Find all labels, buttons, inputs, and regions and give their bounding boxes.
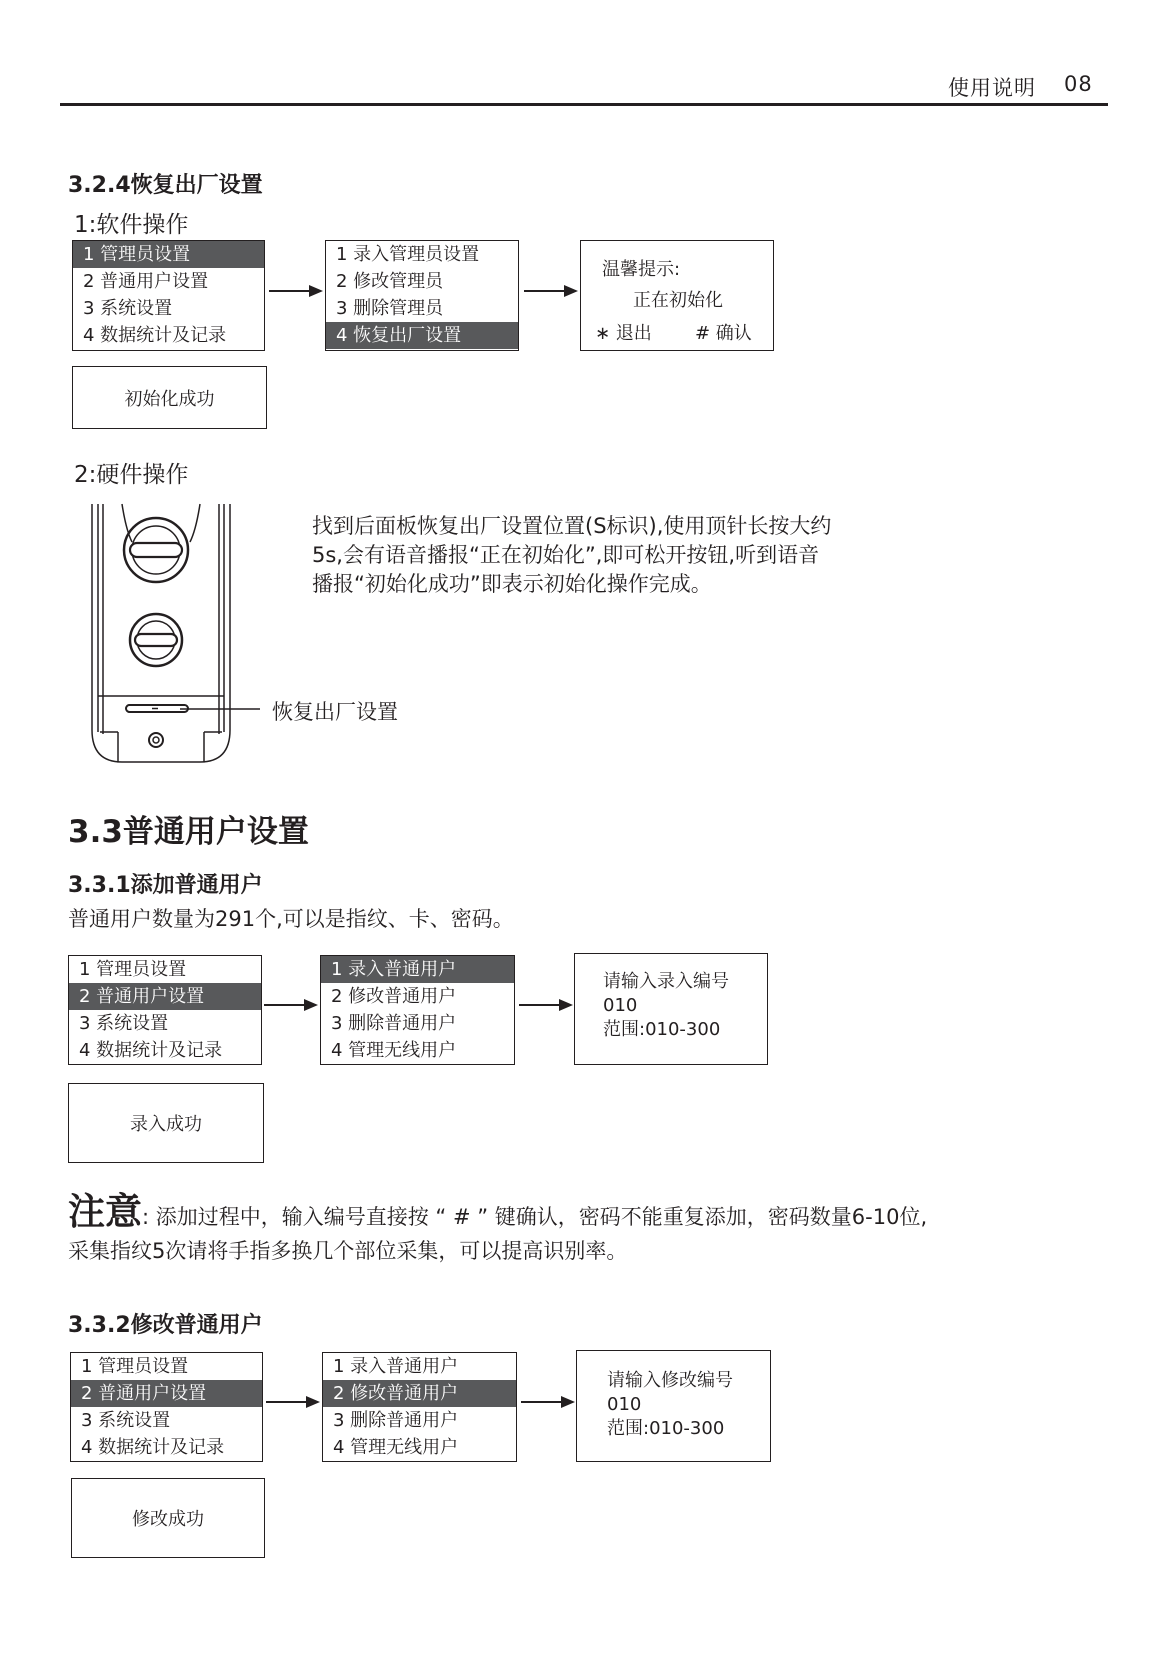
menu-item: 1 管理员设置	[73, 241, 264, 268]
arrow-right-icon	[266, 1394, 320, 1410]
note-title: 注意	[68, 1190, 142, 1233]
menu-item: 3 系统设置	[83, 298, 173, 319]
menu-item: 1 录入管理员设置	[336, 244, 480, 265]
reset-callout-label: 恢复出厂设置	[272, 700, 398, 724]
menu-item: 2 修改管理员	[336, 271, 444, 292]
prompt-text	[607, 1369, 733, 1441]
menu-item: 4 数据统计及记录	[83, 325, 227, 346]
init-success-box: 初始化成功	[72, 366, 267, 429]
menu-item: 3 系统设置	[79, 1013, 169, 1034]
note-line-2: 采集指纹5次请将手指多换几个部位采集，可以提高识别率。	[68, 1239, 628, 1263]
prompt-text	[603, 970, 729, 1042]
add-success-box: 录入成功	[68, 1083, 264, 1163]
prompt-line: 请输入录入编号	[603, 971, 729, 992]
menu-item: 3 删除普通用户	[333, 1410, 459, 1431]
page-number: 08	[1064, 72, 1093, 96]
hardware-instructions: 找到后面板恢复出厂设置位置(S标识),使用顶针长按大约5s,会有语音播报“正在初始化”,即可松开按钮,听到语音播报“初始化成功”即表示初始化操作完成。	[312, 514, 832, 596]
menu-item: 4 数据统计及记录	[79, 1040, 223, 1061]
menu-item: 4 恢复出厂设置	[326, 322, 518, 349]
main-menu-3-2-4	[72, 240, 265, 351]
menu-item: 1 录入普通用户	[321, 956, 514, 983]
lock-back-panel-illustration	[86, 500, 236, 770]
header-rule	[60, 103, 1108, 106]
prompt-line: 010	[603, 995, 638, 1016]
prompt-line: 010	[607, 1394, 642, 1415]
menu-item: 1 录入普通用户	[333, 1356, 459, 1377]
prompt-line: 请输入修改编号	[607, 1370, 733, 1391]
menu-item: 4 数据统计及记录	[81, 1437, 225, 1458]
menu-item: 2 修改普通用户	[323, 1380, 516, 1407]
software-operation-label: 1:软件操作	[74, 212, 189, 238]
menu-item: 4 管理无线用户	[333, 1437, 459, 1458]
note-line-1: : 添加过程中，输入编号直接按 “ # ” 键确认，密码不能重复添加，密码数量6-10位,	[142, 1205, 928, 1229]
main-menu-3-3-2	[70, 1352, 263, 1462]
menu-item: 2 普通用户设置	[83, 271, 209, 292]
user-submenu-add	[320, 955, 515, 1065]
note-block	[68, 1181, 927, 1235]
section-heading-3-3: 3.3普通用户设置	[68, 814, 309, 850]
menu-item: 3 删除普通用户	[331, 1013, 457, 1034]
section-heading-3-2-4: 3.2.4恢复出厂设置	[68, 173, 263, 198]
prompt-line: 范围:010-300	[603, 1019, 721, 1040]
section-heading-3-3-2: 3.3.2修改普通用户	[68, 1313, 263, 1338]
menu-item: 3 删除管理员	[336, 298, 444, 319]
menu-item: 1 管理员设置	[79, 959, 187, 980]
confirm-hint: # 确认	[695, 323, 752, 344]
arrow-right-icon	[264, 997, 318, 1013]
menu-item: 1 管理员设置	[81, 1356, 189, 1377]
arrow-right-icon	[524, 283, 578, 299]
menu-item: 2 普通用户设置	[69, 983, 261, 1010]
header-title: 使用说明	[948, 76, 1036, 100]
admin-submenu	[325, 240, 519, 351]
menu-item: 3 系统设置	[81, 1410, 171, 1431]
menu-item: 4 管理无线用户	[331, 1040, 457, 1061]
user-submenu-modify	[322, 1352, 517, 1462]
arrow-right-icon	[521, 1394, 575, 1410]
prompt-title: 温馨提示:	[602, 259, 681, 280]
section-heading-3-3-1: 3.3.1添加普通用户	[68, 873, 263, 898]
modify-number-prompt-box	[576, 1350, 771, 1462]
hardware-operation-label: 2:硬件操作	[74, 462, 189, 488]
arrow-right-icon	[269, 283, 323, 299]
init-prompt-box	[580, 240, 774, 351]
callout-line	[180, 707, 260, 711]
menu-item: 2 普通用户设置	[71, 1380, 262, 1407]
enter-number-prompt-box	[574, 953, 768, 1065]
modify-success-box: 修改成功	[71, 1478, 265, 1558]
user-count-description: 普通用户数量为291个,可以是指纹、卡、密码。	[68, 907, 514, 931]
arrow-right-icon	[519, 997, 573, 1013]
exit-hint: ∗ 退出	[595, 323, 652, 344]
menu-item: 2 修改普通用户	[331, 986, 457, 1007]
main-menu-3-3-1	[68, 955, 262, 1065]
prompt-message: 正在初始化	[633, 290, 723, 311]
prompt-line: 范围:010-300	[607, 1418, 725, 1439]
